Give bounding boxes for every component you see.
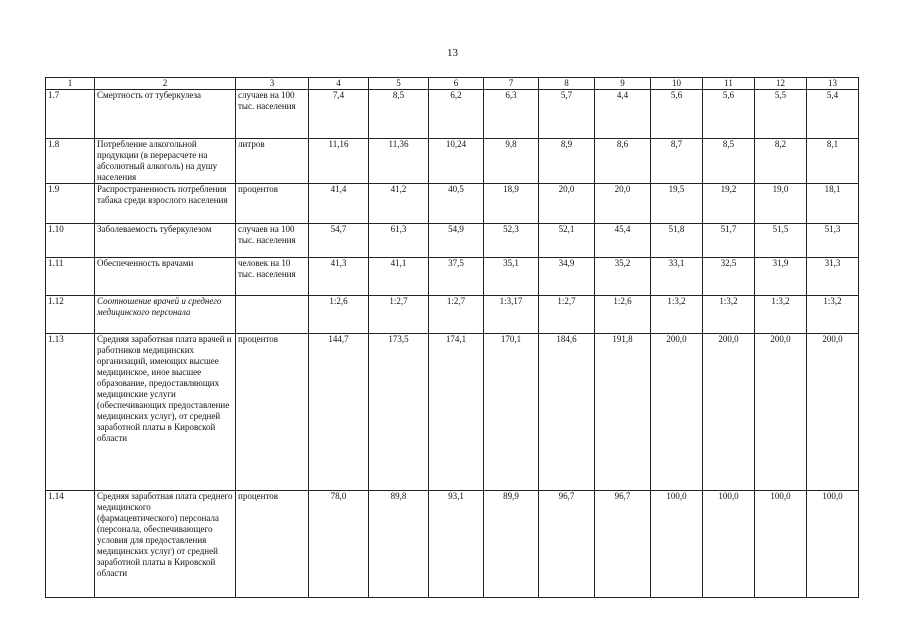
unit-cell: случаев на 100 тыс. населения — [236, 224, 309, 258]
table-row — [46, 90, 859, 139]
unit-cell: процентов — [236, 184, 309, 224]
value-cell: 100,0 — [703, 491, 755, 598]
value-cell: 5,5 — [755, 90, 807, 139]
value-cell: 96,7 — [595, 491, 651, 598]
value-cell: 32,5 — [703, 258, 755, 296]
value-cell: 40,5 — [429, 184, 484, 224]
column-header: 4 — [309, 78, 369, 90]
value-cell: 144,7 — [309, 334, 369, 491]
value-cell: 5,6 — [651, 90, 703, 139]
value-cell: 51,8 — [651, 224, 703, 258]
value-cell: 4,4 — [595, 90, 651, 139]
value-cell: 184,6 — [539, 334, 595, 491]
value-cell: 173,5 — [369, 334, 429, 491]
value-cell: 1:3,17 — [484, 296, 539, 334]
indicator-name: Средняя заработная плата врачей и работников медицинских организаций, имеющих высшее медицинское, иное высшее образование, предоставляющих медицинские услуги (обеспечивающих предоставление медицинских услуг), от средней заработной платы в Кировской области — [95, 334, 236, 491]
row-number: 1.8 — [46, 139, 95, 184]
indicator-name: Соотношение врачей и среднего медицинского персонала — [95, 296, 236, 334]
value-cell: 8,9 — [539, 139, 595, 184]
table-row — [46, 258, 859, 296]
value-cell: 8,5 — [369, 90, 429, 139]
value-cell: 11,36 — [369, 139, 429, 184]
value-cell: 54,9 — [429, 224, 484, 258]
value-cell: 52,1 — [539, 224, 595, 258]
value-cell: 41,4 — [309, 184, 369, 224]
value-cell: 35,2 — [595, 258, 651, 296]
value-cell: 100,0 — [755, 491, 807, 598]
value-cell: 200,0 — [651, 334, 703, 491]
value-cell: 19,0 — [755, 184, 807, 224]
column-header: 7 — [484, 78, 539, 90]
row-number: 1.14 — [46, 491, 95, 598]
value-cell: 1:2,7 — [539, 296, 595, 334]
column-header: 5 — [369, 78, 429, 90]
value-cell: 191,8 — [595, 334, 651, 491]
value-cell: 170,1 — [484, 334, 539, 491]
value-cell: 200,0 — [703, 334, 755, 491]
value-cell: 89,8 — [369, 491, 429, 598]
value-cell: 20,0 — [595, 184, 651, 224]
table-row — [46, 491, 859, 598]
value-cell: 1:3,2 — [651, 296, 703, 334]
value-cell: 1:3,2 — [703, 296, 755, 334]
value-cell: 96,7 — [539, 491, 595, 598]
value-cell: 93,1 — [429, 491, 484, 598]
value-cell: 8,6 — [595, 139, 651, 184]
column-header: 2 — [95, 78, 236, 90]
value-cell: 1:3,2 — [807, 296, 859, 334]
column-header: 1 — [46, 78, 95, 90]
value-cell: 41,3 — [309, 258, 369, 296]
value-cell: 174,1 — [429, 334, 484, 491]
value-cell: 1:2,6 — [595, 296, 651, 334]
value-cell: 6,3 — [484, 90, 539, 139]
indicator-name: Потребление алкогольной продукции (в перерасчете на абсолютный алкоголь) на душу населения — [95, 139, 236, 184]
value-cell: 19,5 — [651, 184, 703, 224]
column-header: 9 — [595, 78, 651, 90]
value-cell: 54,7 — [309, 224, 369, 258]
value-cell: 9,8 — [484, 139, 539, 184]
value-cell: 6,2 — [429, 90, 484, 139]
unit-cell: процентов — [236, 491, 309, 598]
value-cell: 20,0 — [539, 184, 595, 224]
column-header: 8 — [539, 78, 595, 90]
value-cell: 7,4 — [309, 90, 369, 139]
value-cell: 5,7 — [539, 90, 595, 139]
row-number: 1.11 — [46, 258, 95, 296]
column-header: 6 — [429, 78, 484, 90]
value-cell: 1:2,6 — [309, 296, 369, 334]
unit-cell — [236, 296, 309, 334]
table-row — [46, 334, 859, 491]
indicator-name: Распространенность потребления табака среди взрослого населения — [95, 184, 236, 224]
value-cell: 78,0 — [309, 491, 369, 598]
value-cell: 89,9 — [484, 491, 539, 598]
table-row — [46, 184, 859, 224]
indicator-name: Смертность от туберкулеза — [95, 90, 236, 139]
value-cell: 33,1 — [651, 258, 703, 296]
indicator-name: Заболеваемость туберкулезом — [95, 224, 236, 258]
value-cell: 18,9 — [484, 184, 539, 224]
row-number: 1.12 — [46, 296, 95, 334]
unit-cell: случаев на 100 тыс. населения — [236, 90, 309, 139]
value-cell: 200,0 — [755, 334, 807, 491]
value-cell: 100,0 — [807, 491, 859, 598]
column-header: 12 — [755, 78, 807, 90]
value-cell: 37,5 — [429, 258, 484, 296]
column-header: 11 — [703, 78, 755, 90]
indicators-table — [45, 77, 859, 598]
page-number: 13 — [447, 47, 458, 59]
header-row — [46, 78, 859, 90]
table-row — [46, 139, 859, 184]
value-cell: 52,3 — [484, 224, 539, 258]
value-cell: 51,7 — [703, 224, 755, 258]
unit-cell: литров — [236, 139, 309, 184]
value-cell: 34,9 — [539, 258, 595, 296]
row-number: 1.9 — [46, 184, 95, 224]
value-cell: 18,1 — [807, 184, 859, 224]
value-cell: 31,9 — [755, 258, 807, 296]
column-header: 13 — [807, 78, 859, 90]
value-cell: 19,2 — [703, 184, 755, 224]
column-header: 3 — [236, 78, 309, 90]
row-number: 1.10 — [46, 224, 95, 258]
row-number: 1.13 — [46, 334, 95, 491]
value-cell: 8,2 — [755, 139, 807, 184]
unit-cell: человек на 10 тыс. населения — [236, 258, 309, 296]
indicator-name: Обеспеченность врачами — [95, 258, 236, 296]
value-cell: 8,1 — [807, 139, 859, 184]
value-cell: 51,3 — [807, 224, 859, 258]
value-cell: 8,7 — [651, 139, 703, 184]
value-cell: 51,5 — [755, 224, 807, 258]
indicator-name: Средняя заработная плата среднего медицинского (фармацевтического) персонала (персонала, обеспечивающего условия для предоставления медицинских услуг) от средней заработной платы в Кировской области — [95, 491, 236, 598]
value-cell: 8,5 — [703, 139, 755, 184]
value-cell: 11,16 — [309, 139, 369, 184]
value-cell: 200,0 — [807, 334, 859, 491]
value-cell: 1:2,7 — [429, 296, 484, 334]
value-cell: 5,6 — [703, 90, 755, 139]
table-row — [46, 224, 859, 258]
value-cell: 45,4 — [595, 224, 651, 258]
column-header: 10 — [651, 78, 703, 90]
value-cell: 100,0 — [651, 491, 703, 598]
value-cell: 5,4 — [807, 90, 859, 139]
value-cell: 1:3,2 — [755, 296, 807, 334]
value-cell: 41,2 — [369, 184, 429, 224]
value-cell: 41,1 — [369, 258, 429, 296]
value-cell: 10,24 — [429, 139, 484, 184]
value-cell: 35,1 — [484, 258, 539, 296]
table-row — [46, 296, 859, 334]
unit-cell: процентов — [236, 334, 309, 491]
value-cell: 1:2,7 — [369, 296, 429, 334]
row-number: 1.7 — [46, 90, 95, 139]
value-cell: 61,3 — [369, 224, 429, 258]
value-cell: 31,3 — [807, 258, 859, 296]
